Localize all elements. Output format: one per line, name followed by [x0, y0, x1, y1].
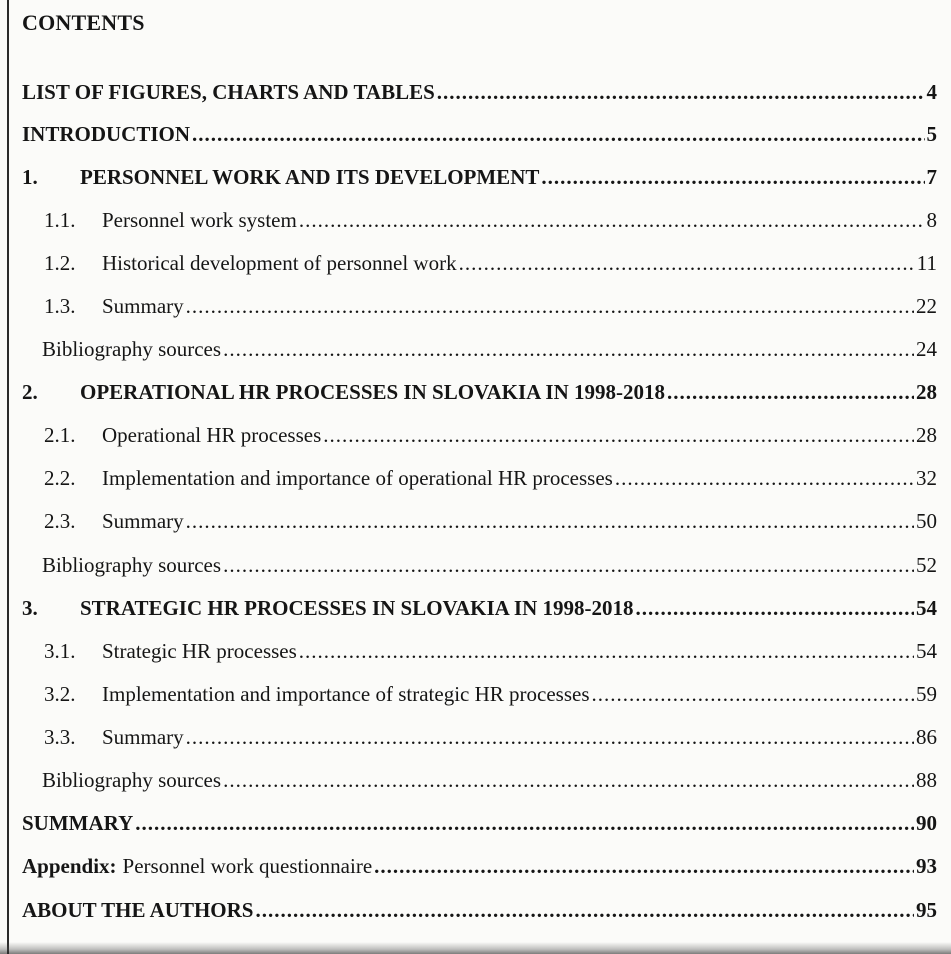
- toc-entry-title: Operational HR processes: [102, 423, 322, 447]
- toc-entry-page: 24: [916, 337, 937, 361]
- page-title: CONTENTS: [22, 10, 145, 35]
- toc-entry-list-of-figures[interactable]: [22, 77, 937, 107]
- toc-leader-dots: [255, 895, 914, 925]
- toc-entry-title: Summary: [102, 294, 184, 318]
- toc-entry-number: 3.1.: [44, 639, 76, 663]
- toc-entry-appendix[interactable]: [22, 851, 937, 881]
- toc-leader-dots: [459, 248, 915, 278]
- toc-entry-section-2-3[interactable]: [44, 506, 937, 536]
- toc-entry-page: 95: [916, 898, 937, 922]
- toc-entry-number: 2.2.: [44, 466, 76, 490]
- toc-entry-chapter-2[interactable]: [22, 377, 937, 407]
- toc-entry-page: 5: [926, 122, 937, 146]
- toc-entry-title: STRATEGIC HR PROCESSES IN SLOVAKIA IN 1998-2018: [80, 596, 634, 620]
- toc-leader-dots: [299, 205, 925, 235]
- toc-entry-title: SUMMARY: [22, 811, 134, 835]
- toc-entry-title: ABOUT THE AUTHORS: [22, 898, 254, 922]
- toc-leader-dots: [186, 506, 914, 536]
- toc-entry-section-2-2[interactable]: [44, 463, 937, 493]
- toc-leader-dots: [437, 77, 925, 107]
- toc-leader-dots: [374, 851, 914, 881]
- toc-entry-title: Implementation and importance of strategic HR processes: [102, 682, 590, 706]
- toc-entry-summary[interactable]: [22, 808, 937, 838]
- toc-entry-section-2-1[interactable]: [44, 420, 937, 450]
- toc-entry-about-the-authors[interactable]: [22, 895, 937, 925]
- toc-entry-number: 1.: [22, 165, 38, 189]
- toc-entry-number: 1.3.: [44, 294, 76, 318]
- toc-entry-page: 52: [916, 553, 937, 577]
- toc-entry-title: Bibliography sources: [42, 337, 222, 361]
- toc-entry-page: 93: [916, 854, 937, 878]
- toc-entry-number: 3.: [22, 596, 38, 620]
- toc-entry-section-1-1[interactable]: [44, 205, 937, 235]
- toc-entry-number: 3.3.: [44, 725, 76, 749]
- toc-entry-number: 2.: [22, 380, 38, 404]
- toc-entry-title: PERSONNEL WORK AND ITS DEVELOPMENT: [80, 165, 540, 189]
- toc-entry-section-1-3[interactable]: [44, 291, 937, 321]
- scan-bottom-shadow: [0, 942, 951, 954]
- toc-entry-title: Summary: [102, 509, 184, 533]
- toc-leader-dots: [299, 636, 914, 666]
- toc-entry-number: 2.1.: [44, 423, 76, 447]
- toc-entry-page: 50: [916, 509, 937, 533]
- toc-entry-section-3-1[interactable]: [44, 636, 937, 666]
- toc-entry-page: 59: [916, 682, 937, 706]
- toc-entry-number: 1.1.: [44, 208, 76, 232]
- toc-leader-dots: [667, 377, 914, 407]
- toc-entry-page: 11: [916, 251, 937, 275]
- toc-entry-bibliography-1[interactable]: [42, 334, 937, 364]
- toc-entry-introduction[interactable]: [22, 119, 937, 149]
- toc-entry-page: 32: [916, 466, 937, 490]
- toc-leader-dots: [636, 593, 914, 623]
- toc-leader-dots: [541, 162, 924, 192]
- toc-entry-page: 22: [916, 294, 937, 318]
- toc-leader-dots: [223, 550, 914, 580]
- toc-leader-dots: [186, 291, 914, 321]
- toc-entry-section-3-2[interactable]: [44, 679, 937, 709]
- page-left-border: [7, 0, 9, 954]
- toc-entry-number: 3.2.: [44, 682, 76, 706]
- toc-leader-dots: [192, 119, 924, 149]
- toc-entry-chapter-1[interactable]: [22, 162, 937, 192]
- toc-entry-page: 86: [916, 725, 937, 749]
- toc-leader-dots: [615, 463, 914, 493]
- toc-leader-dots: [135, 808, 914, 838]
- toc-entry-title: Historical development of personnel work: [102, 251, 457, 275]
- toc-entry-title: Summary: [102, 725, 184, 749]
- toc-leader-dots: [186, 722, 914, 752]
- toc-entry-page: 90: [916, 811, 937, 835]
- toc-entry-section-1-2[interactable]: [44, 248, 937, 278]
- toc-leader-dots: [223, 765, 914, 795]
- toc-entry-page: 4: [926, 80, 937, 104]
- toc-entry-section-3-3[interactable]: [44, 722, 937, 752]
- toc-entry-bibliography-3[interactable]: [42, 765, 937, 795]
- toc-entry-appendix-label: Appendix:: [22, 854, 117, 878]
- toc-entry-title: Strategic HR processes: [102, 639, 297, 663]
- toc-entry-title: LIST OF FIGURES, CHARTS AND TABLES: [22, 80, 435, 104]
- toc-entry-title: Bibliography sources: [42, 553, 222, 577]
- toc-entry-title: Bibliography sources: [42, 768, 222, 792]
- toc-entry-chapter-3[interactable]: [22, 593, 937, 623]
- toc-entry-title: Personnel work questionnaire: [122, 854, 373, 878]
- toc-entry-page: 8: [926, 208, 937, 232]
- toc-entry-page: 88: [916, 768, 937, 792]
- toc-entry-title: INTRODUCTION: [22, 122, 191, 146]
- toc-entry-bibliography-2[interactable]: [42, 550, 937, 580]
- toc-entry-page: 28: [916, 423, 937, 447]
- toc-entry-page: 28: [916, 380, 937, 404]
- toc-entry-page: 54: [916, 596, 937, 620]
- toc-entry-title: Implementation and importance of operational HR processes: [102, 466, 613, 490]
- toc-entry-number: 2.3.: [44, 509, 76, 533]
- toc-entry-title: Personnel work system: [102, 208, 297, 232]
- toc-leader-dots: [223, 334, 914, 364]
- toc-entry-title: OPERATIONAL HR PROCESSES IN SLOVAKIA IN 1998-2018: [80, 380, 666, 404]
- toc-entry-number: 1.2.: [44, 251, 76, 275]
- toc-entry-page: 54: [916, 639, 937, 663]
- toc-leader-dots: [323, 420, 914, 450]
- toc-entry-page: 7: [926, 165, 937, 189]
- toc-leader-dots: [592, 679, 914, 709]
